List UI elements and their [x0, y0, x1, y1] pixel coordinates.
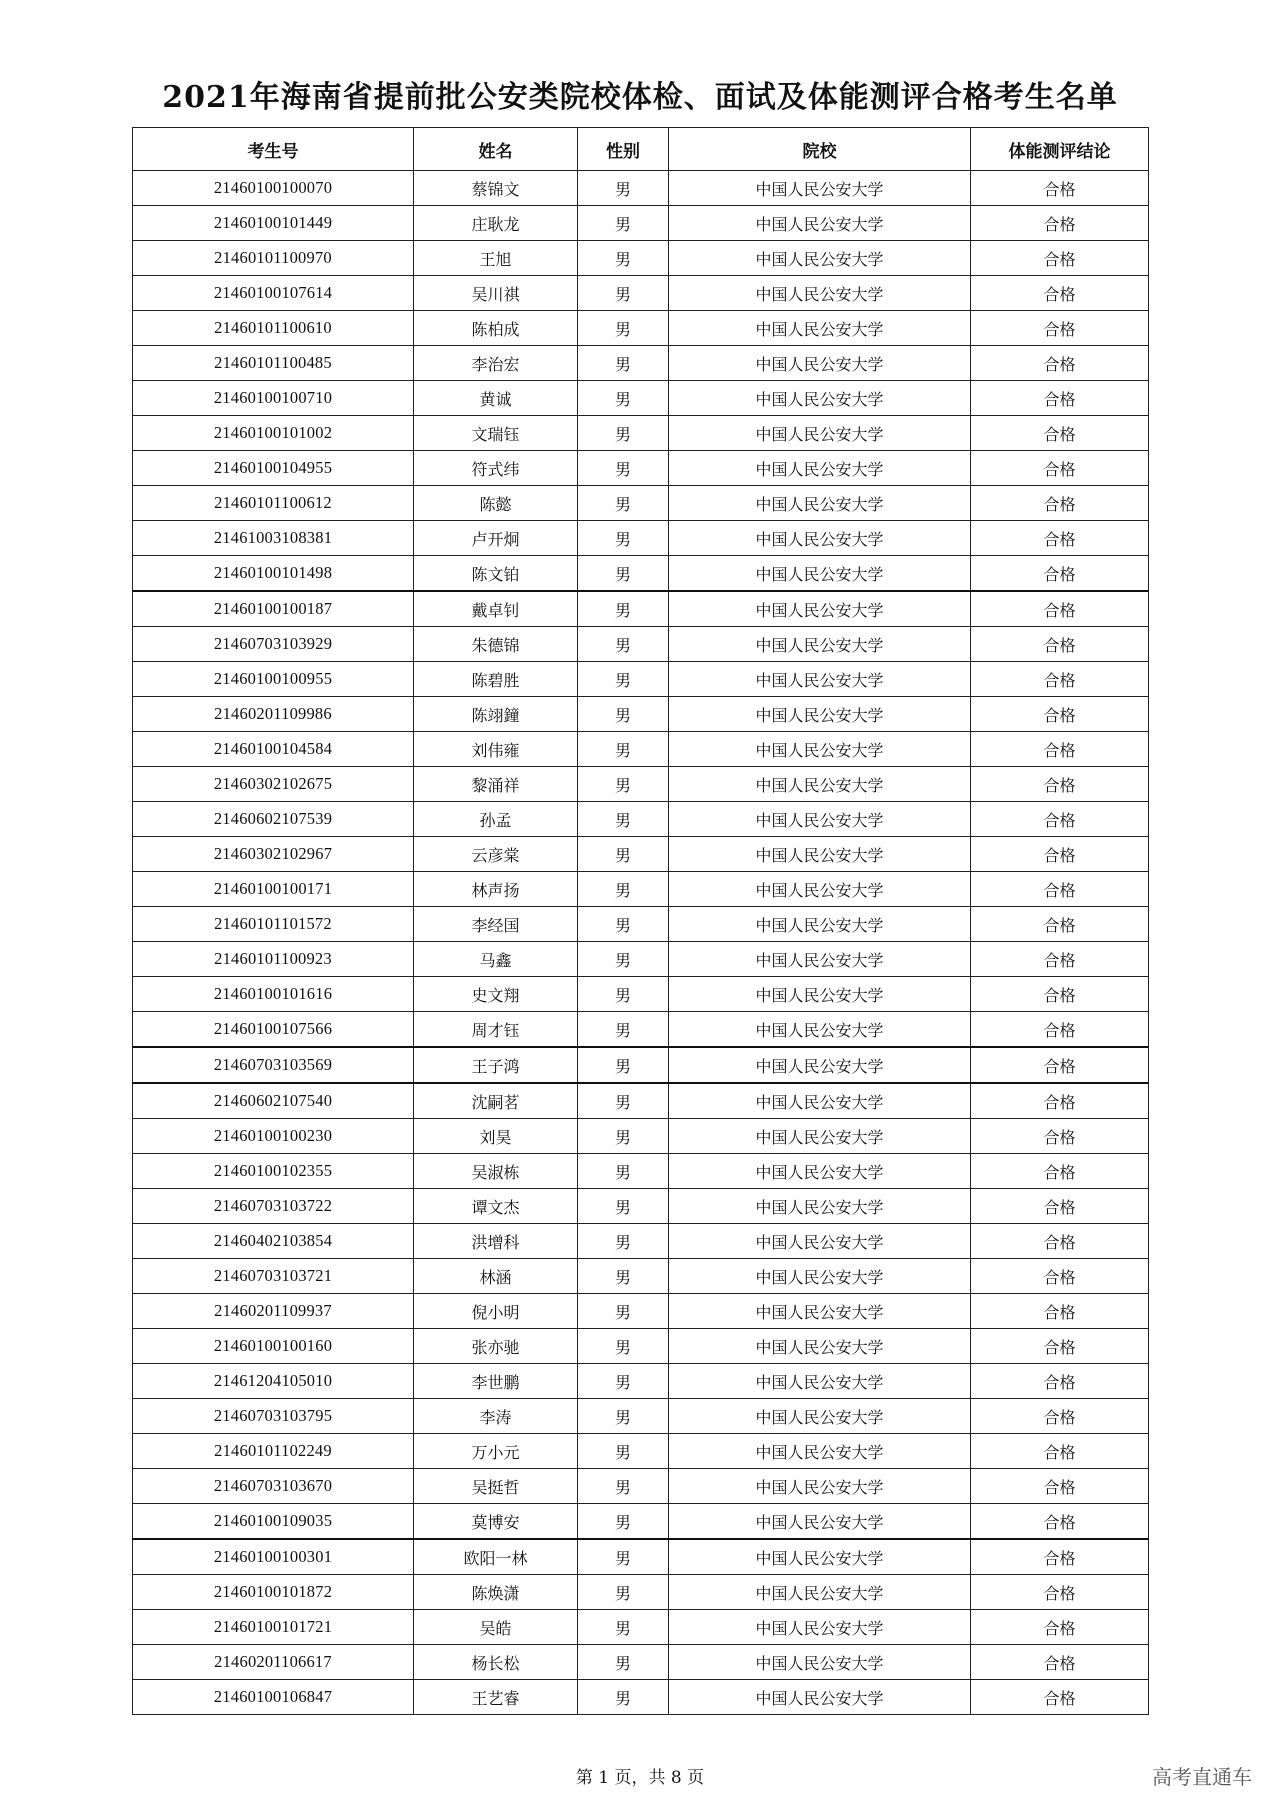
gender-cell: 男 — [578, 802, 669, 837]
fitness-result-cell: 合格 — [971, 1012, 1149, 1048]
school-cell: 中国人民公安大学 — [669, 1083, 971, 1119]
school-cell: 中国人民公安大学 — [669, 1119, 971, 1154]
fitness-result-cell: 合格 — [971, 1680, 1149, 1715]
fitness-result-cell: 合格 — [971, 346, 1149, 381]
name-cell: 陈文铂 — [414, 556, 578, 592]
table-row — [133, 1154, 1149, 1189]
name-cell: 吴皓 — [414, 1610, 578, 1645]
page-number: 第 1 页，共 8 页 — [575, 1768, 705, 1788]
fitness-result-cell: 合格 — [971, 1294, 1149, 1329]
school-cell: 中国人民公安大学 — [669, 1680, 971, 1715]
school-cell: 中国人民公安大学 — [669, 767, 971, 802]
table-row — [133, 1224, 1149, 1259]
gender-cell: 男 — [578, 767, 669, 802]
gender-cell: 男 — [578, 732, 669, 767]
name-cell: 张亦驰 — [414, 1329, 578, 1364]
name-cell: 朱德锦 — [414, 627, 578, 662]
fitness-result-cell: 合格 — [971, 732, 1149, 767]
school-cell: 中国人民公安大学 — [669, 1504, 971, 1540]
school-cell: 中国人民公安大学 — [669, 1189, 971, 1224]
candidate-id-cell: 21460100106847 — [133, 1680, 414, 1715]
school-cell: 中国人民公安大学 — [669, 1575, 971, 1610]
name-cell: 李涛 — [414, 1399, 578, 1434]
name-cell: 吴川祺 — [414, 276, 578, 311]
fitness-result-cell: 合格 — [971, 591, 1149, 627]
fitness-result-cell: 合格 — [971, 1189, 1149, 1224]
name-cell: 谭文杰 — [414, 1189, 578, 1224]
table-row — [133, 942, 1149, 977]
fitness-result-cell: 合格 — [971, 556, 1149, 592]
candidate-id-cell: 21460100101872 — [133, 1575, 414, 1610]
name-cell: 戴卓钊 — [414, 591, 578, 627]
candidate-id-cell: 21460101100923 — [133, 942, 414, 977]
candidate-id-cell: 21460602107539 — [133, 802, 414, 837]
name-cell: 黄诚 — [414, 381, 578, 416]
name-cell: 倪小明 — [414, 1294, 578, 1329]
header-gender: 性别 — [578, 128, 669, 171]
name-cell: 蔡锦文 — [414, 171, 578, 206]
table-row — [133, 1434, 1149, 1469]
table-row — [133, 1119, 1149, 1154]
table-row — [133, 627, 1149, 662]
fitness-result-cell: 合格 — [971, 837, 1149, 872]
school-cell: 中国人民公安大学 — [669, 1012, 971, 1048]
name-cell: 周才钰 — [414, 1012, 578, 1048]
name-cell: 林涵 — [414, 1259, 578, 1294]
candidate-id-cell: 21460100107614 — [133, 276, 414, 311]
header-fitness-result: 体能测评结论 — [971, 128, 1149, 171]
fitness-result-cell: 合格 — [971, 1083, 1149, 1119]
school-cell: 中国人民公安大学 — [669, 872, 971, 907]
table-row — [133, 276, 1149, 311]
fitness-result-cell: 合格 — [971, 977, 1149, 1012]
name-cell: 洪增科 — [414, 1224, 578, 1259]
gender-cell: 男 — [578, 1294, 669, 1329]
name-cell: 李治宏 — [414, 346, 578, 381]
gender-cell: 男 — [578, 1047, 669, 1083]
table-row — [133, 1012, 1149, 1048]
candidate-id-cell: 21460101100612 — [133, 486, 414, 521]
candidate-id-cell: 21460703103795 — [133, 1399, 414, 1434]
table-row — [133, 1575, 1149, 1610]
candidate-id-cell: 21460100100070 — [133, 171, 414, 206]
table-row — [133, 1399, 1149, 1434]
table-header — [133, 128, 1149, 171]
school-cell: 中国人民公安大学 — [669, 381, 971, 416]
table-row — [133, 556, 1149, 592]
school-cell: 中国人民公安大学 — [669, 416, 971, 451]
gender-cell: 男 — [578, 1645, 669, 1680]
table-row — [133, 767, 1149, 802]
table-row — [133, 311, 1149, 346]
table-row — [133, 1504, 1149, 1540]
name-cell: 陈碧胜 — [414, 662, 578, 697]
fitness-result-cell: 合格 — [971, 311, 1149, 346]
table-row — [133, 381, 1149, 416]
gender-cell: 男 — [578, 1083, 669, 1119]
fitness-result-cell: 合格 — [971, 171, 1149, 206]
candidate-id-cell: 21460101102249 — [133, 1434, 414, 1469]
name-cell: 王艺睿 — [414, 1680, 578, 1715]
fitness-result-cell: 合格 — [971, 1259, 1149, 1294]
fitness-result-cell: 合格 — [971, 1154, 1149, 1189]
fitness-result-cell: 合格 — [971, 1399, 1149, 1434]
fitness-result-cell: 合格 — [971, 521, 1149, 556]
document-title: 2021年海南省提前批公安类院校体检、面试及体能测评合格考生名单 — [162, 80, 1118, 115]
fitness-result-cell: 合格 — [971, 1575, 1149, 1610]
name-cell: 庄耿龙 — [414, 206, 578, 241]
name-cell: 陈焕潇 — [414, 1575, 578, 1610]
candidate-id-cell: 21460101100970 — [133, 241, 414, 276]
fitness-result-cell: 合格 — [971, 1224, 1149, 1259]
fitness-result-cell: 合格 — [971, 697, 1149, 732]
gender-cell: 男 — [578, 591, 669, 627]
candidate-id-cell: 21460100100187 — [133, 591, 414, 627]
candidate-id-cell: 21460302102675 — [133, 767, 414, 802]
name-cell: 李经国 — [414, 907, 578, 942]
school-cell: 中国人民公安大学 — [669, 1364, 971, 1399]
header-candidate-id: 考生号 — [133, 128, 414, 171]
fitness-result-cell: 合格 — [971, 627, 1149, 662]
fitness-result-cell: 合格 — [971, 1119, 1149, 1154]
fitness-result-cell: 合格 — [971, 206, 1149, 241]
fitness-result-cell: 合格 — [971, 416, 1149, 451]
fitness-result-cell: 合格 — [971, 1645, 1149, 1680]
school-cell: 中国人民公安大学 — [669, 907, 971, 942]
school-cell: 中国人民公安大学 — [669, 1399, 971, 1434]
name-cell: 卢开炯 — [414, 521, 578, 556]
table-row — [133, 1189, 1149, 1224]
school-cell: 中国人民公安大学 — [669, 276, 971, 311]
candidate-id-cell: 21460402103854 — [133, 1224, 414, 1259]
name-cell: 沈嗣茗 — [414, 1083, 578, 1119]
name-cell: 林声扬 — [414, 872, 578, 907]
fitness-result-cell: 合格 — [971, 1504, 1149, 1540]
gender-cell: 男 — [578, 1154, 669, 1189]
gender-cell: 男 — [578, 872, 669, 907]
school-cell: 中国人民公安大学 — [669, 1610, 971, 1645]
candidate-id-cell: 21460101100485 — [133, 346, 414, 381]
gender-cell: 男 — [578, 627, 669, 662]
table-row — [133, 486, 1149, 521]
table-row — [133, 416, 1149, 451]
gender-cell: 男 — [578, 1434, 669, 1469]
gender-cell: 男 — [578, 1329, 669, 1364]
candidate-id-cell: 21460100104584 — [133, 732, 414, 767]
name-cell: 王旭 — [414, 241, 578, 276]
candidate-id-cell: 21460201109986 — [133, 697, 414, 732]
school-cell: 中国人民公安大学 — [669, 1224, 971, 1259]
school-cell: 中国人民公安大学 — [669, 837, 971, 872]
school-cell: 中国人民公安大学 — [669, 556, 971, 592]
gender-cell: 男 — [578, 1680, 669, 1715]
fitness-result-cell: 合格 — [971, 1610, 1149, 1645]
table-row — [133, 1047, 1149, 1083]
gender-cell: 男 — [578, 416, 669, 451]
table-body — [133, 171, 1149, 1715]
name-cell: 万小元 — [414, 1434, 578, 1469]
candidate-id-cell: 21460101100610 — [133, 311, 414, 346]
gender-cell: 男 — [578, 977, 669, 1012]
school-cell: 中国人民公安大学 — [669, 486, 971, 521]
candidate-id-cell: 21460100100955 — [133, 662, 414, 697]
gender-cell: 男 — [578, 381, 669, 416]
school-cell: 中国人民公安大学 — [669, 1434, 971, 1469]
name-cell: 王子鸿 — [414, 1047, 578, 1083]
table-row — [133, 171, 1149, 206]
table-row — [133, 732, 1149, 767]
gender-cell: 男 — [578, 451, 669, 486]
school-cell: 中国人民公安大学 — [669, 346, 971, 381]
table-row — [133, 837, 1149, 872]
candidate-id-cell: 21460100100160 — [133, 1329, 414, 1364]
gender-cell: 男 — [578, 241, 669, 276]
table-row — [133, 802, 1149, 837]
header-row — [133, 128, 1149, 171]
school-cell: 中国人民公安大学 — [669, 451, 971, 486]
name-cell: 莫博安 — [414, 1504, 578, 1540]
name-cell: 马鑫 — [414, 942, 578, 977]
candidate-id-cell: 21460703103929 — [133, 627, 414, 662]
fitness-result-cell: 合格 — [971, 1434, 1149, 1469]
table-row — [133, 1083, 1149, 1119]
gender-cell: 男 — [578, 486, 669, 521]
header-name: 姓名 — [414, 128, 578, 171]
candidate-id-cell: 21460100100301 — [133, 1539, 414, 1575]
candidate-id-cell: 21460703103569 — [133, 1047, 414, 1083]
school-cell: 中国人民公安大学 — [669, 591, 971, 627]
table-row — [133, 1294, 1149, 1329]
school-cell: 中国人民公安大学 — [669, 171, 971, 206]
table-row — [133, 521, 1149, 556]
candidate-id-cell: 21460100101616 — [133, 977, 414, 1012]
gender-cell: 男 — [578, 1504, 669, 1540]
school-cell: 中国人民公安大学 — [669, 1154, 971, 1189]
school-cell: 中国人民公安大学 — [669, 802, 971, 837]
candidate-id-cell: 21460703103722 — [133, 1189, 414, 1224]
gender-cell: 男 — [578, 837, 669, 872]
fitness-result-cell: 合格 — [971, 1364, 1149, 1399]
gender-cell: 男 — [578, 556, 669, 592]
fitness-result-cell: 合格 — [971, 241, 1149, 276]
gender-cell: 男 — [578, 1119, 669, 1154]
gender-cell: 男 — [578, 907, 669, 942]
gender-cell: 男 — [578, 346, 669, 381]
candidate-id-cell: 21460100101721 — [133, 1610, 414, 1645]
school-cell: 中国人民公安大学 — [669, 977, 971, 1012]
school-cell: 中国人民公安大学 — [669, 241, 971, 276]
name-cell: 陈柏成 — [414, 311, 578, 346]
name-cell: 黎涌祥 — [414, 767, 578, 802]
watermark-text: 高考直通车 — [1152, 1765, 1252, 1789]
fitness-result-cell: 合格 — [971, 451, 1149, 486]
school-cell: 中国人民公安大学 — [669, 311, 971, 346]
candidate-id-cell: 21461204105010 — [133, 1364, 414, 1399]
gender-cell: 男 — [578, 1012, 669, 1048]
name-cell: 陈翊鐘 — [414, 697, 578, 732]
fitness-result-cell: 合格 — [971, 1329, 1149, 1364]
gender-cell: 男 — [578, 1224, 669, 1259]
name-cell: 云彦棠 — [414, 837, 578, 872]
table-row — [133, 872, 1149, 907]
fitness-result-cell: 合格 — [971, 381, 1149, 416]
candidate-id-cell: 21460703103721 — [133, 1259, 414, 1294]
name-cell: 李世鹏 — [414, 1364, 578, 1399]
name-cell: 欧阳一林 — [414, 1539, 578, 1575]
table-row — [133, 206, 1149, 241]
candidate-id-cell: 21461003108381 — [133, 521, 414, 556]
candidate-id-cell: 21460703103670 — [133, 1469, 414, 1504]
gender-cell: 男 — [578, 942, 669, 977]
school-cell: 中国人民公安大学 — [669, 521, 971, 556]
table-row — [133, 1329, 1149, 1364]
school-cell: 中国人民公安大学 — [669, 1294, 971, 1329]
gender-cell: 男 — [578, 1189, 669, 1224]
table-row — [133, 662, 1149, 697]
school-cell: 中国人民公安大学 — [669, 1047, 971, 1083]
gender-cell: 男 — [578, 1259, 669, 1294]
table-row — [133, 346, 1149, 381]
name-cell: 史文翔 — [414, 977, 578, 1012]
candidate-id-cell: 21460101101572 — [133, 907, 414, 942]
fitness-result-cell: 合格 — [971, 907, 1149, 942]
school-cell: 中国人民公安大学 — [669, 206, 971, 241]
fitness-result-cell: 合格 — [971, 1539, 1149, 1575]
school-cell: 中国人民公安大学 — [669, 1469, 971, 1504]
candidate-id-cell: 21460100100171 — [133, 872, 414, 907]
candidate-table — [132, 127, 1149, 1715]
gender-cell: 男 — [578, 1469, 669, 1504]
name-cell: 吴挺哲 — [414, 1469, 578, 1504]
table-row — [133, 1645, 1149, 1680]
gender-cell: 男 — [578, 662, 669, 697]
name-cell: 文瑞钰 — [414, 416, 578, 451]
table-row — [133, 1364, 1149, 1399]
candidate-id-cell: 21460100109035 — [133, 1504, 414, 1540]
school-cell: 中国人民公安大学 — [669, 1259, 971, 1294]
candidate-id-cell: 21460302102967 — [133, 837, 414, 872]
gender-cell: 男 — [578, 311, 669, 346]
name-cell: 孙孟 — [414, 802, 578, 837]
table-row — [133, 1610, 1149, 1645]
name-cell: 陈懿 — [414, 486, 578, 521]
header-school: 院校 — [669, 128, 971, 171]
gender-cell: 男 — [578, 1610, 669, 1645]
name-cell: 刘昊 — [414, 1119, 578, 1154]
name-cell: 杨长松 — [414, 1645, 578, 1680]
school-cell: 中国人民公安大学 — [669, 732, 971, 767]
table-row — [133, 451, 1149, 486]
table-row — [133, 1680, 1149, 1715]
gender-cell: 男 — [578, 1399, 669, 1434]
name-cell: 刘伟雍 — [414, 732, 578, 767]
fitness-result-cell: 合格 — [971, 802, 1149, 837]
table-row — [133, 241, 1149, 276]
candidate-id-cell: 21460100107566 — [133, 1012, 414, 1048]
school-cell: 中国人民公安大学 — [669, 942, 971, 977]
candidate-id-cell: 21460100101002 — [133, 416, 414, 451]
candidate-id-cell: 21460201106617 — [133, 1645, 414, 1680]
fitness-result-cell: 合格 — [971, 662, 1149, 697]
gender-cell: 男 — [578, 1364, 669, 1399]
gender-cell: 男 — [578, 1575, 669, 1610]
candidate-id-cell: 21460201109937 — [133, 1294, 414, 1329]
table-row — [133, 1539, 1149, 1575]
candidate-id-cell: 21460602107540 — [133, 1083, 414, 1119]
table-row — [133, 1469, 1149, 1504]
fitness-result-cell: 合格 — [971, 942, 1149, 977]
school-cell: 中国人民公安大学 — [669, 627, 971, 662]
table-row — [133, 697, 1149, 732]
name-cell: 符式纬 — [414, 451, 578, 486]
fitness-result-cell: 合格 — [971, 1047, 1149, 1083]
school-cell: 中国人民公安大学 — [669, 1329, 971, 1364]
school-cell: 中国人民公安大学 — [669, 1645, 971, 1680]
fitness-result-cell: 合格 — [971, 276, 1149, 311]
table-row — [133, 977, 1149, 1012]
fitness-result-cell: 合格 — [971, 486, 1149, 521]
school-cell: 中国人民公安大学 — [669, 697, 971, 732]
fitness-result-cell: 合格 — [971, 767, 1149, 802]
table-row — [133, 591, 1149, 627]
candidate-id-cell: 21460100104955 — [133, 451, 414, 486]
fitness-result-cell: 合格 — [971, 1469, 1149, 1504]
gender-cell: 男 — [578, 206, 669, 241]
table-row — [133, 1259, 1149, 1294]
candidate-id-cell: 21460100102355 — [133, 1154, 414, 1189]
gender-cell: 男 — [578, 171, 669, 206]
school-cell: 中国人民公安大学 — [669, 1539, 971, 1575]
candidate-id-cell: 21460100100710 — [133, 381, 414, 416]
gender-cell: 男 — [578, 521, 669, 556]
table-row — [133, 907, 1149, 942]
gender-cell: 男 — [578, 276, 669, 311]
candidate-id-cell: 21460100101498 — [133, 556, 414, 592]
candidate-id-cell: 21460100101449 — [133, 206, 414, 241]
gender-cell: 男 — [578, 1539, 669, 1575]
name-cell: 吴淑栋 — [414, 1154, 578, 1189]
gender-cell: 男 — [578, 697, 669, 732]
fitness-result-cell: 合格 — [971, 872, 1149, 907]
school-cell: 中国人民公安大学 — [669, 662, 971, 697]
candidate-id-cell: 21460100100230 — [133, 1119, 414, 1154]
